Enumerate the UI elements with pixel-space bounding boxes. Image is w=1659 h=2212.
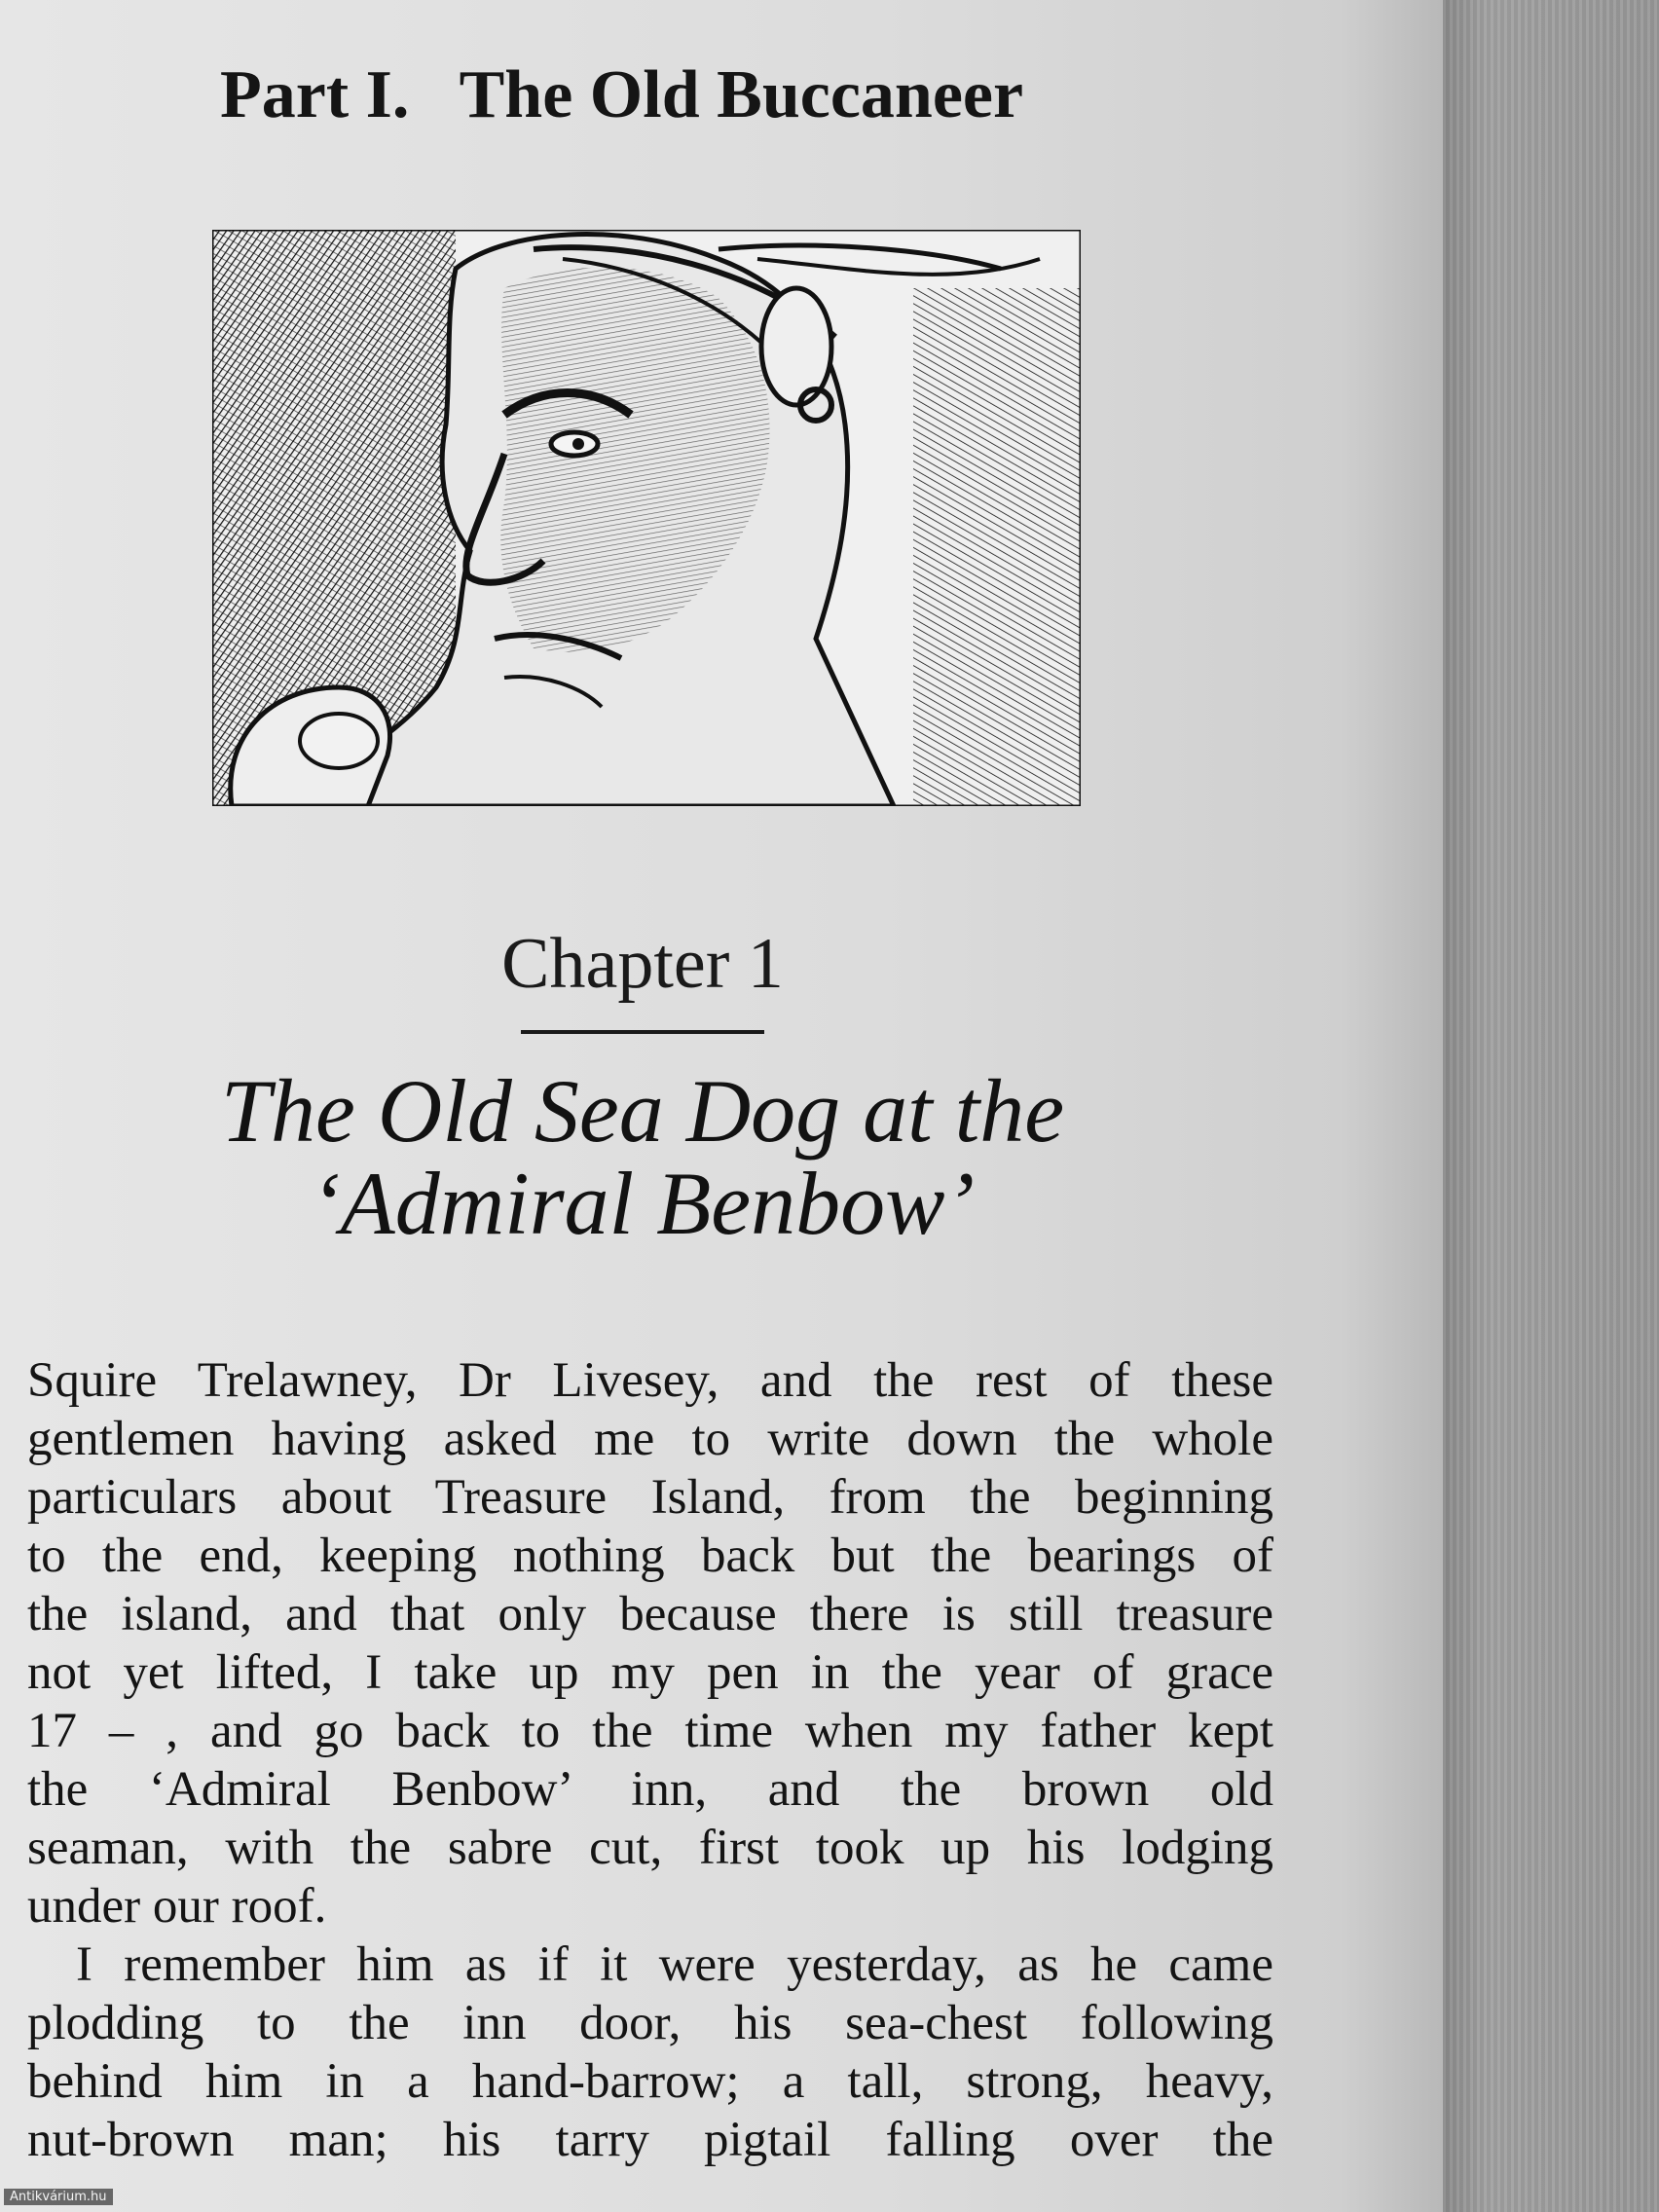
text-line: plodding to the inn door, his sea-chest following — [27, 1996, 1273, 2050]
chapter-title-line-2: ‘Admiral Benbow’ — [310, 1153, 976, 1253]
text-line: the ‘Admiral Benbow’ inn, and the brown old — [27, 1762, 1273, 1817]
text-line: particulars about Treasure Island, from the beginning — [27, 1470, 1273, 1525]
body-text — [27, 1351, 1273, 2169]
buccaneer-illustration — [212, 230, 1081, 806]
chapter-label: Chapter 1 — [501, 924, 784, 1004]
text-line: the island, and that only because there is still treasure — [27, 1587, 1273, 1641]
watermark: Antikvárium.hu — [4, 2189, 113, 2205]
paragraph-2 — [27, 1936, 1273, 2169]
text-line: to the end, keeping nothing back but the bearings of — [27, 1529, 1273, 1583]
chapter-title — [0, 1061, 1285, 1253]
text-line: not yet lifted, I take up my pen in the year of grace — [27, 1645, 1273, 1700]
text-line: seaman, with the sabre cut, first took up his lodging — [27, 1821, 1273, 1875]
chapter-title-line-1: The Old Sea Dog at the — [220, 1061, 1065, 1161]
book-gutter — [1443, 0, 1659, 2212]
text-line: gentlemen having asked me to write down the whole — [27, 1412, 1273, 1466]
paragraph-1 — [27, 1351, 1273, 1936]
text-line: behind him in a hand-barrow; a tall, strong, heavy, — [27, 2054, 1273, 2109]
text-line: Squire Trelawney, Dr Livesey, and the rest of these — [27, 1353, 1273, 1408]
text-line: nut-brown man; his tarry pigtail falling over the — [27, 2113, 1273, 2167]
text-line: 17 – , and go back to the time when my father kept — [27, 1704, 1273, 1758]
text-line: under our roof. — [27, 1879, 327, 1934]
part-title: Part I. The Old Buccaneer — [220, 57, 1024, 132]
chapter-divider — [521, 1030, 764, 1034]
text-line: I remember him as if it were yesterday, as he came — [76, 1937, 1273, 1992]
